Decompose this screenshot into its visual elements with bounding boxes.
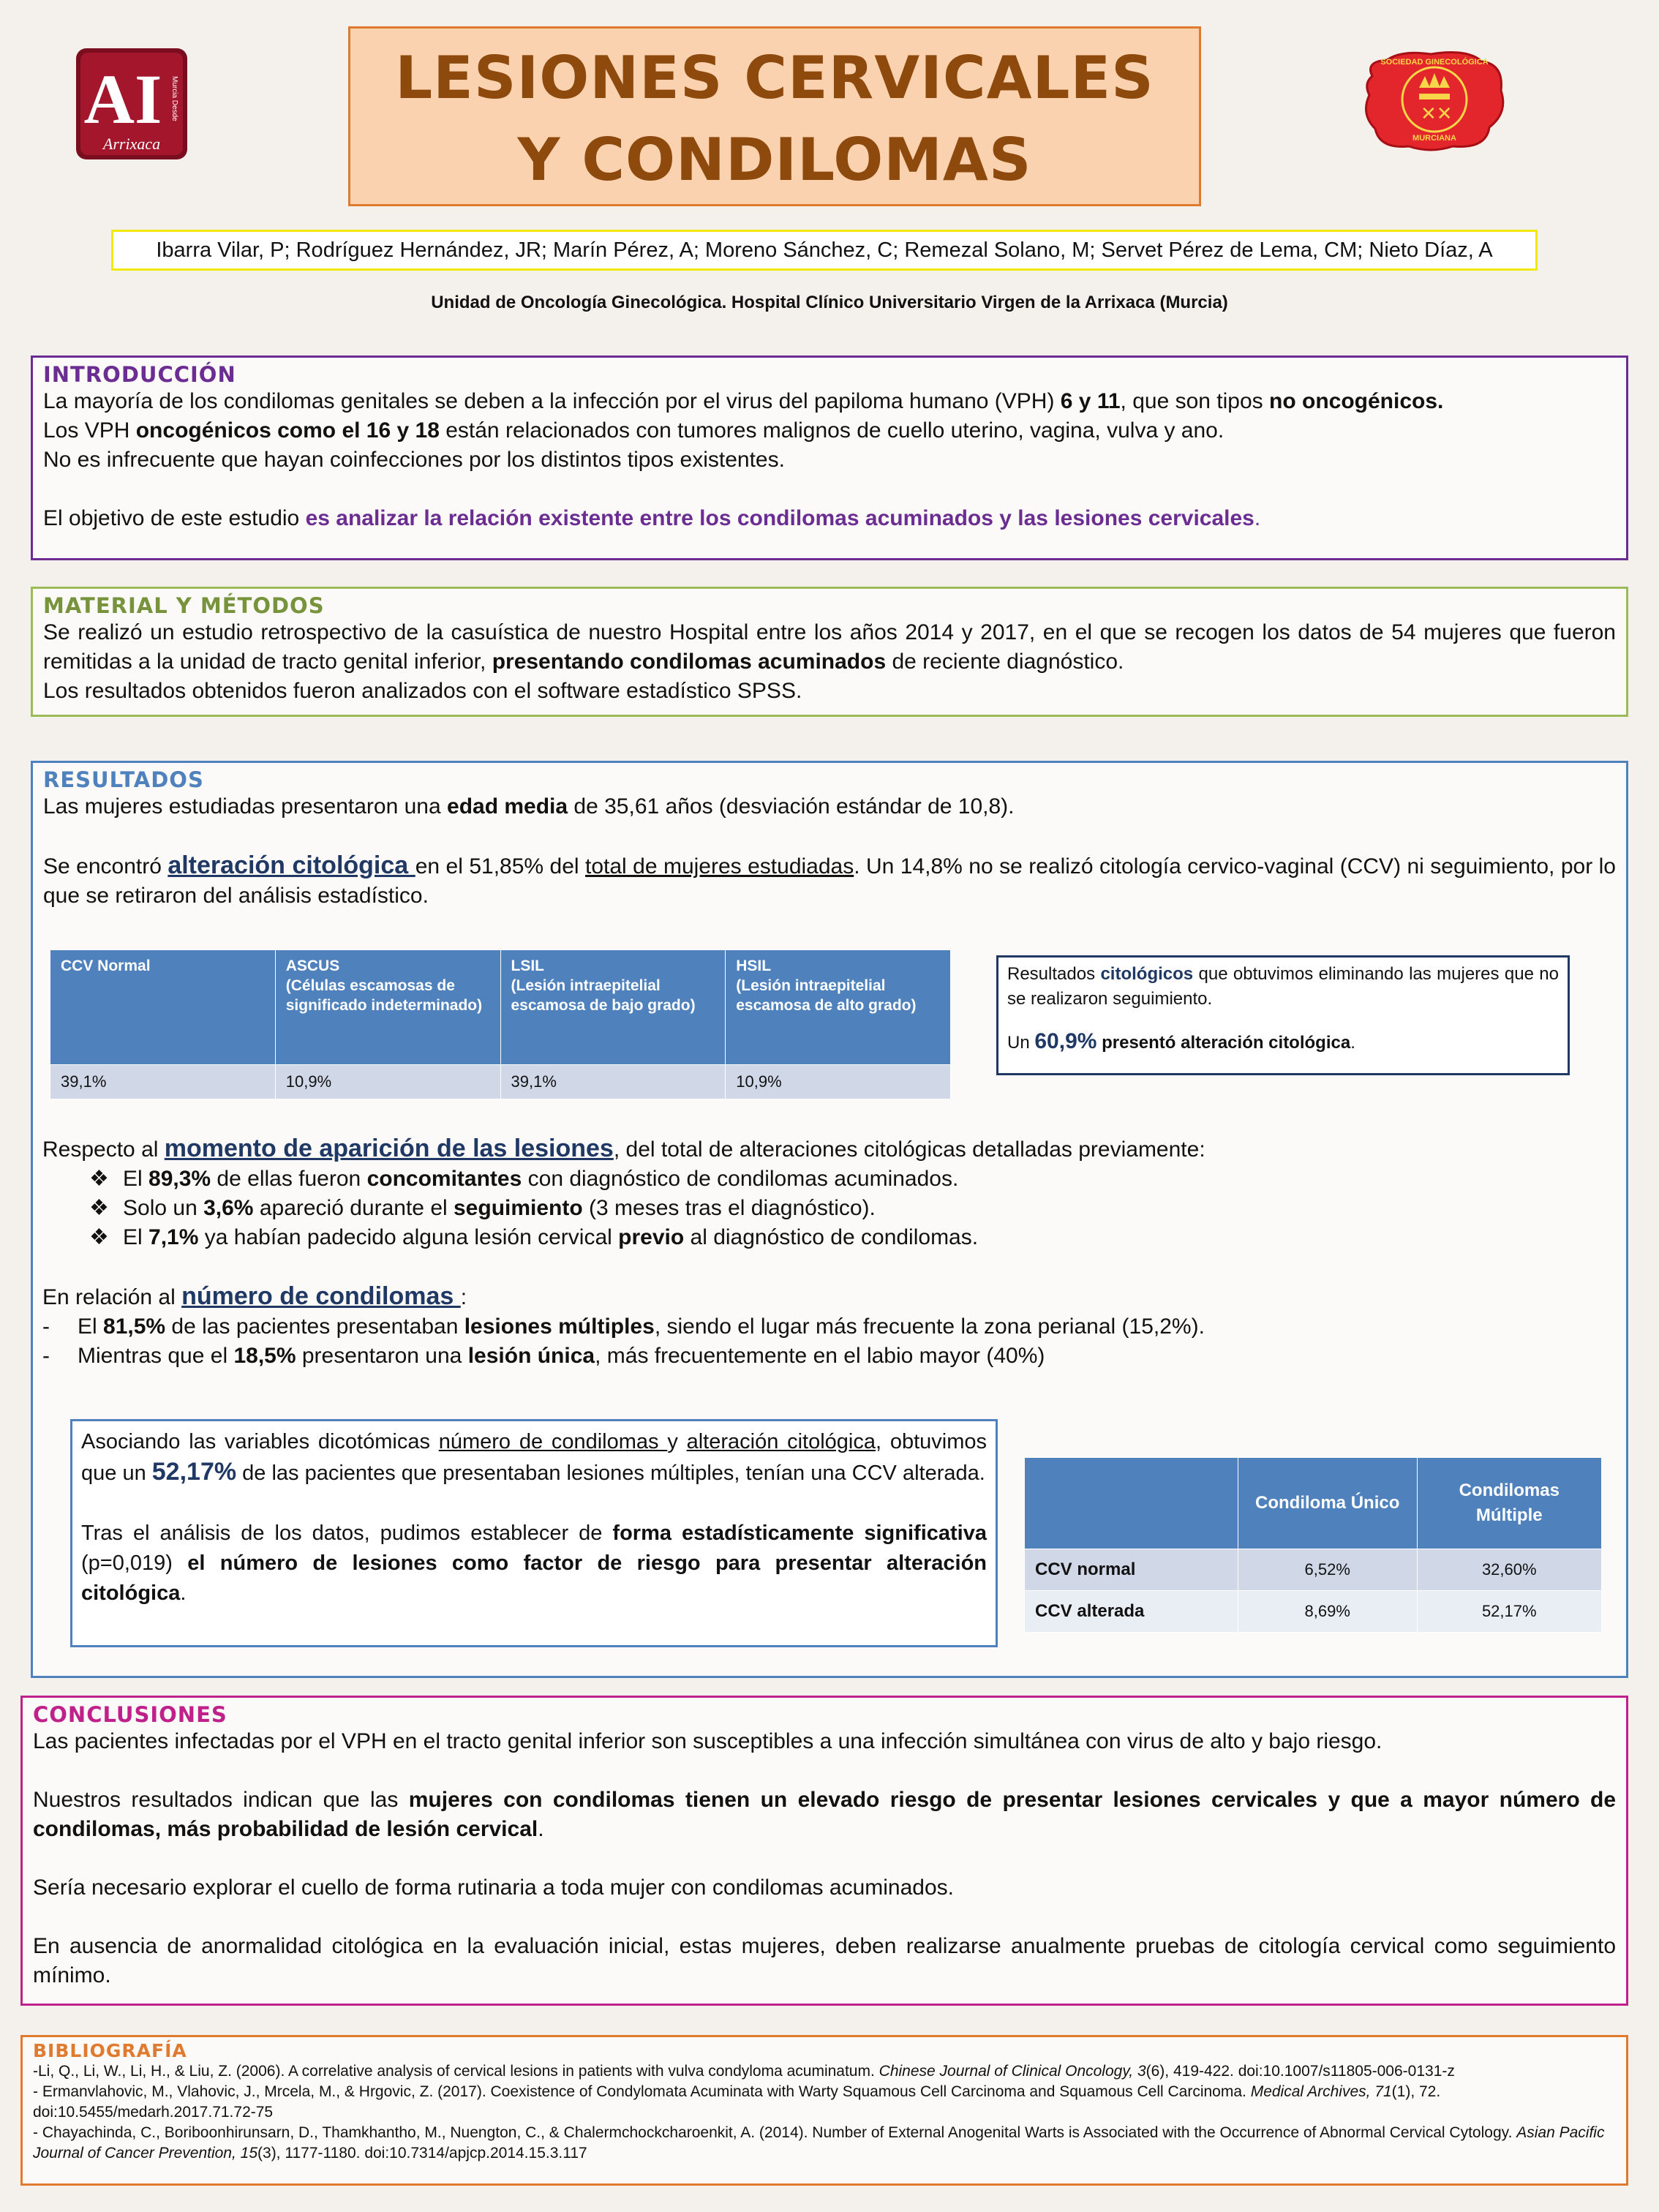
bullet-icon: ❖ [89, 1225, 109, 1249]
item-text: ya habían padecido alguna lesión cervical [198, 1225, 619, 1249]
reference-text: (6), 419-422. doi:10.1007/s11805-006-0131-z [1146, 2063, 1455, 2080]
poster-title [348, 26, 1201, 206]
methods-title: MATERIAL Y MÉTODOS [43, 593, 325, 618]
item-bold: lesiones múltiples [464, 1314, 655, 1339]
table-row-header: CCV alterada [1025, 1591, 1238, 1633]
list-item [42, 1342, 1622, 1371]
results-text: . Un 14,8% no se realizó citología cervico-vaginal (CCV) ni seguimiento, por lo que se retiraron del análisis estadístico. [43, 854, 1616, 908]
header-main: ASCUS [285, 958, 340, 974]
conclusion-bold: mujeres con condilomas tienen un elevado riesgo de presentar lesiones cervicales y que a mayor número de condilomas, más probabilidad de lesión cervical [33, 1788, 1617, 1841]
svg-text:SOCIEDAD GINECOLÓGICA: SOCIEDAD GINECOLÓGICA [1380, 58, 1489, 67]
intro-line-3: No es infrecuente que hayan coinfecciones por los distintos tipos existentes. [43, 448, 785, 472]
table-header-cell: Condiloma Único [1238, 1458, 1417, 1549]
conclusion-3: Sería necesario explorar el cuello de forma rutinaria a toda mujer con condilomas acuminados. [33, 1876, 954, 1900]
assoc-text: y [667, 1430, 687, 1453]
methods-body [43, 618, 1616, 706]
table-header-row [1025, 1458, 1602, 1549]
item-text: El [78, 1314, 104, 1339]
arrixaca-logo-graphic [75, 47, 189, 161]
title-line-1: LESIONES CERVICALES [395, 44, 1154, 112]
conclusions-title: CONCLUSIONES [33, 1702, 227, 1727]
sociedad-ginecologica-logo [1358, 47, 1511, 154]
assoc-text: (p=0,019) [81, 1551, 188, 1575]
reference-journal: Chinese Journal of Clinical Oncology, 3 [879, 2063, 1146, 2080]
item-text: Solo un [123, 1196, 204, 1220]
methods-text: de reciente diagnóstico. [886, 650, 1124, 674]
conclusion-text: Nuestros resultados indican que las [33, 1788, 409, 1812]
item-text: (3 meses tras el diagnóstico). [582, 1196, 876, 1220]
table-cell: 39,1% [500, 1065, 726, 1099]
bullet-icon: ❖ [89, 1196, 109, 1220]
intro-text: . [1254, 506, 1261, 530]
summary-plain: Un [1007, 1033, 1035, 1053]
results-age [43, 792, 1616, 821]
item-text: de ellas fueron [211, 1167, 367, 1191]
reference-text: (3), 1177-1180. doi:10.7314/apjcp.2014.15.3.117 [257, 2145, 587, 2162]
count-text: : [460, 1285, 467, 1309]
header-main: HSIL [736, 958, 772, 974]
summary-text [1007, 962, 1559, 1012]
reference-text: - Ermanvlahovic, M., Vlahovic, J., Mrcela, M., & Hrgovic, Z. (2017). Coexistence of Condylomata Acuminata with Warty Squamous Cell Carcinoma and Squamous Cell Carcinoma. [33, 2083, 1251, 2100]
intro-text: están relacionados con tumores malignos de cuello uterino, vagina, vulva y ano. [439, 418, 1224, 443]
title-line-2: Y CONDILOMAS [517, 126, 1032, 194]
header-main: LSIL [511, 958, 544, 974]
bibliography-section [20, 2035, 1628, 2186]
assoc-underline: número de condilomas [438, 1430, 668, 1453]
summary-bold: presentó alteración citológica [1096, 1033, 1351, 1053]
svg-text:Murcia Desde: Murcia Desde [170, 76, 178, 121]
svg-text:MURCIANA: MURCIANA [1412, 134, 1456, 143]
reference-text: -Li, Q., Li, W., Li, H., & Liu, Z. (2006). A correlative analysis of cervical lesions in patients with vulva condyloma acuminatum. [33, 2063, 879, 2080]
association-paragraph [81, 1427, 987, 1489]
lesion-timing-intro [42, 1134, 1622, 1165]
table-cell: 8,69% [1238, 1591, 1417, 1633]
header-sub: (Células escamosas de significado indeterminado) [285, 977, 483, 1014]
item-text: , más frecuentemente en el labio mayor (40%) [595, 1344, 1045, 1368]
table-cell: 52,17% [1417, 1591, 1602, 1633]
list-item [42, 1194, 1622, 1223]
summary-plain: . [1350, 1033, 1355, 1053]
list-item [42, 1165, 1622, 1194]
intro-objective-highlight: es analizar la relación existente entre los condilomas acuminados y las lesiones cervicales [305, 506, 1254, 530]
intro-line-2 [43, 416, 1616, 445]
summary-plain: Resultados [1007, 964, 1101, 984]
timing-text: , del total de alteraciones citológicas detalladas previamente: [613, 1137, 1205, 1162]
table-cell: 6,52% [1238, 1549, 1417, 1591]
results-text: de 35,61 años (desviación estándar de 10,8). [568, 794, 1015, 819]
cytology-results-table [50, 949, 951, 1099]
item-text: al diagnóstico de condilomas. [684, 1225, 979, 1249]
item-text: , siendo el lugar más frecuente la zona perianal (15,2%). [654, 1314, 1205, 1339]
intro-text: Los VPH [43, 418, 136, 443]
assoc-percent: 52,17% [151, 1458, 237, 1486]
dash-icon: - [42, 1344, 50, 1368]
svg-text:AI: AI [83, 60, 162, 138]
assoc-bold: el número de lesiones como factor de riesgo para presentar alteración citológica [81, 1551, 987, 1605]
lesion-timing [42, 1134, 1622, 1371]
results-underline: total de mujeres estudiadas [585, 854, 854, 879]
summary-result [1007, 1029, 1559, 1056]
table-header-cell [50, 950, 276, 1065]
methods-text: Se realizó un estudio retrospectivo de la casuística de nuestro Hospital entre los años 2014 y 2017, en el que se recogen los datos de 54 mujeres que fueron remitidas a la unidad de tracto genital inferior, [43, 620, 1616, 674]
conclusion-text: . [538, 1817, 544, 1841]
results-text: Se encontró [43, 854, 168, 879]
list-item [42, 1223, 1622, 1252]
svg-text:✕✕: ✕✕ [1421, 103, 1453, 124]
assoc-text: . [180, 1581, 187, 1605]
reference-journal: Asian Pacific Journal of Cancer Prevention, 15 [33, 2124, 1605, 2162]
conclusion-2 [33, 1786, 1616, 1844]
methods-paragraph-1 [43, 618, 1616, 677]
condyloma-count-intro [42, 1282, 1622, 1312]
reference-text: (1), 72. doi:10.5455/medarh.2017.71.72-75 [33, 2083, 1441, 2121]
intro-objective [43, 504, 1616, 533]
table-header-cell [500, 950, 726, 1065]
table-cell: 32,60% [1417, 1549, 1602, 1591]
affiliation: Unidad de Oncología Ginecológica. Hospital Clínico Universitario Virgen de la Arrixaca (Murcia) [431, 293, 1228, 312]
item-bold: concomitantes [366, 1167, 522, 1191]
summary-percent: 60,9% [1034, 1029, 1097, 1053]
item-text: Mientras que el [78, 1344, 234, 1368]
intro-bold: no oncogénicos. [1269, 389, 1444, 413]
table-cell: 39,1% [50, 1065, 276, 1099]
intro-text: , que son tipos [1120, 389, 1270, 413]
association-box [70, 1419, 998, 1647]
count-text: En relación al [42, 1285, 182, 1309]
item-bold: seguimiento [454, 1196, 583, 1220]
introduction-title: INTRODUCCIÓN [43, 362, 236, 387]
table-row-header: CCV normal [1025, 1549, 1238, 1591]
conclusion-1: Las pacientes infectadas por el VPH en el tracto genital inferior son susceptibles a una infección simultánea con virus de alto y bajo riesgo. [33, 1729, 1382, 1753]
introduction-section [31, 356, 1628, 560]
svg-text:Arrixaca: Arrixaca [102, 135, 161, 153]
sociedad-ginecologica-logo-graphic [1358, 47, 1511, 154]
condyloma-ccv-table [1024, 1457, 1602, 1633]
timing-highlight: momento de aparición de las lesiones [164, 1135, 614, 1162]
item-bold: lesión única [467, 1344, 595, 1368]
cytology-summary-box [996, 955, 1570, 1075]
reference-journal: Medical Archives, 71 [1250, 2083, 1392, 2100]
reference-item [33, 2123, 1616, 2164]
assoc-text: Asociando las variables dicotómicas [81, 1430, 439, 1453]
results-text: Las mujeres estudiadas presentaron una [43, 794, 448, 819]
conclusions-body [33, 1727, 1616, 1990]
table-header-cell [726, 950, 951, 1065]
item-bold: 3,6% [203, 1196, 254, 1220]
item-bold: 18,5% [233, 1344, 296, 1368]
reference-item [33, 2061, 1616, 2082]
methods-bold: presentando condilomas acuminados [492, 650, 887, 674]
intro-bold: oncogénicos como el 16 y 18 [135, 418, 440, 443]
conclusion-4: En ausencia de anormalidad citológica en la evaluación inicial, estas mujeres, deben realizarse anualmente pruebas de citología cervical como seguimiento mínimo. [33, 1934, 1616, 1987]
bullet-icon: ❖ [89, 1167, 109, 1191]
bibliography-list [33, 2061, 1616, 2164]
intro-line-1 [43, 387, 1616, 416]
methods-section [31, 587, 1628, 717]
results-bold: edad media [447, 794, 568, 819]
results-highlight: alteración citológica [168, 851, 415, 879]
arrixaca-logo [75, 47, 189, 161]
count-dash-list [42, 1312, 1622, 1371]
table-row [50, 1065, 951, 1099]
header-sub: (Lesión intraepitelial escamosa de bajo grado) [511, 977, 696, 1014]
table-cell: 10,9% [275, 1065, 500, 1099]
assoc-text: de las pacientes que presentaban lesiones múltiples, tenían una CCV alterada. [236, 1462, 985, 1485]
item-text: de las pacientes presentaban [165, 1314, 464, 1339]
item-text: apareció durante el [253, 1196, 454, 1220]
table-cell: 10,9% [726, 1065, 951, 1099]
count-highlight: número de condilomas [181, 1282, 461, 1310]
assoc-text: , obtuvimos que un [81, 1430, 987, 1485]
item-text: presentaron una [296, 1344, 468, 1368]
header-sub: (Lesión intraepitelial escamosa de alto grado) [736, 977, 917, 1014]
introduction-body [43, 387, 1616, 533]
intro-text: El objetivo de este estudio [43, 506, 306, 530]
summary-bold: citológicos [1100, 964, 1194, 984]
reference-text: - Chayachinda, C., Boriboonhirunsarn, D., Thamkhantho, M., Nuengton, C., & Chalermchockcharoenkit, A. (2014). Number of External Anogenital Warts is Associated with the Occurrence of Abnormal Cervical Cytology. [33, 2124, 1517, 2141]
bibliography-title: BIBLIOGRAFÍA [33, 2040, 187, 2061]
intro-bold: 6 y 11 [1060, 389, 1121, 413]
intro-text: La mayoría de los condilomas genitales se deben a la infección por el virus del papiloma humano (VPH) [43, 389, 1061, 413]
table-corner-cell [1025, 1458, 1238, 1549]
results-text: en el 51,85% del [415, 854, 586, 879]
table-row [1025, 1591, 1602, 1633]
item-bold: 89,3% [148, 1167, 211, 1191]
assoc-bold: forma estadísticamente significativa [612, 1521, 987, 1545]
table-header-cell [275, 950, 500, 1065]
summary-plain: que obtuvimos eliminando las mujeres que no se realizaron seguimiento. [1007, 964, 1560, 1009]
assoc-underline: alteración citológica [686, 1430, 876, 1453]
analysis-paragraph [81, 1519, 987, 1609]
header-main: CCV Normal [61, 958, 151, 974]
item-bold: previo [618, 1225, 685, 1249]
methods-paragraph-2: Los resultados obtenidos fueron analizados con el software estadístico SPSS. [43, 679, 802, 703]
authors: Ibarra Vilar, P; Rodríguez Hernández, JR; Marín Pérez, A; Moreno Sánchez, C; Remezal Solano, M; Servet Pérez de Lema, CM; Nieto Díaz, A [111, 230, 1538, 271]
item-text: El [123, 1225, 149, 1249]
item-bold: 81,5% [103, 1314, 166, 1339]
timing-bullet-list [42, 1165, 1622, 1252]
conclusions-section [20, 1696, 1628, 2006]
results-title: RESULTADOS [43, 767, 204, 792]
timing-text: Respecto al [42, 1137, 165, 1162]
results-body [43, 792, 1616, 911]
item-text: con diagnóstico de condilomas acuminados. [522, 1167, 959, 1191]
item-text: El [123, 1167, 149, 1191]
table-row [1025, 1549, 1602, 1591]
reference-item [33, 2082, 1616, 2123]
results-cytology [43, 851, 1616, 911]
assoc-text: Tras el análisis de los datos, pudimos establecer de [81, 1521, 613, 1545]
list-item [42, 1312, 1622, 1342]
table-header-row [50, 950, 951, 1065]
item-bold: 7,1% [148, 1225, 199, 1249]
table-header-cell: Condilomas Múltiple [1417, 1458, 1602, 1549]
dash-icon: - [42, 1314, 50, 1339]
